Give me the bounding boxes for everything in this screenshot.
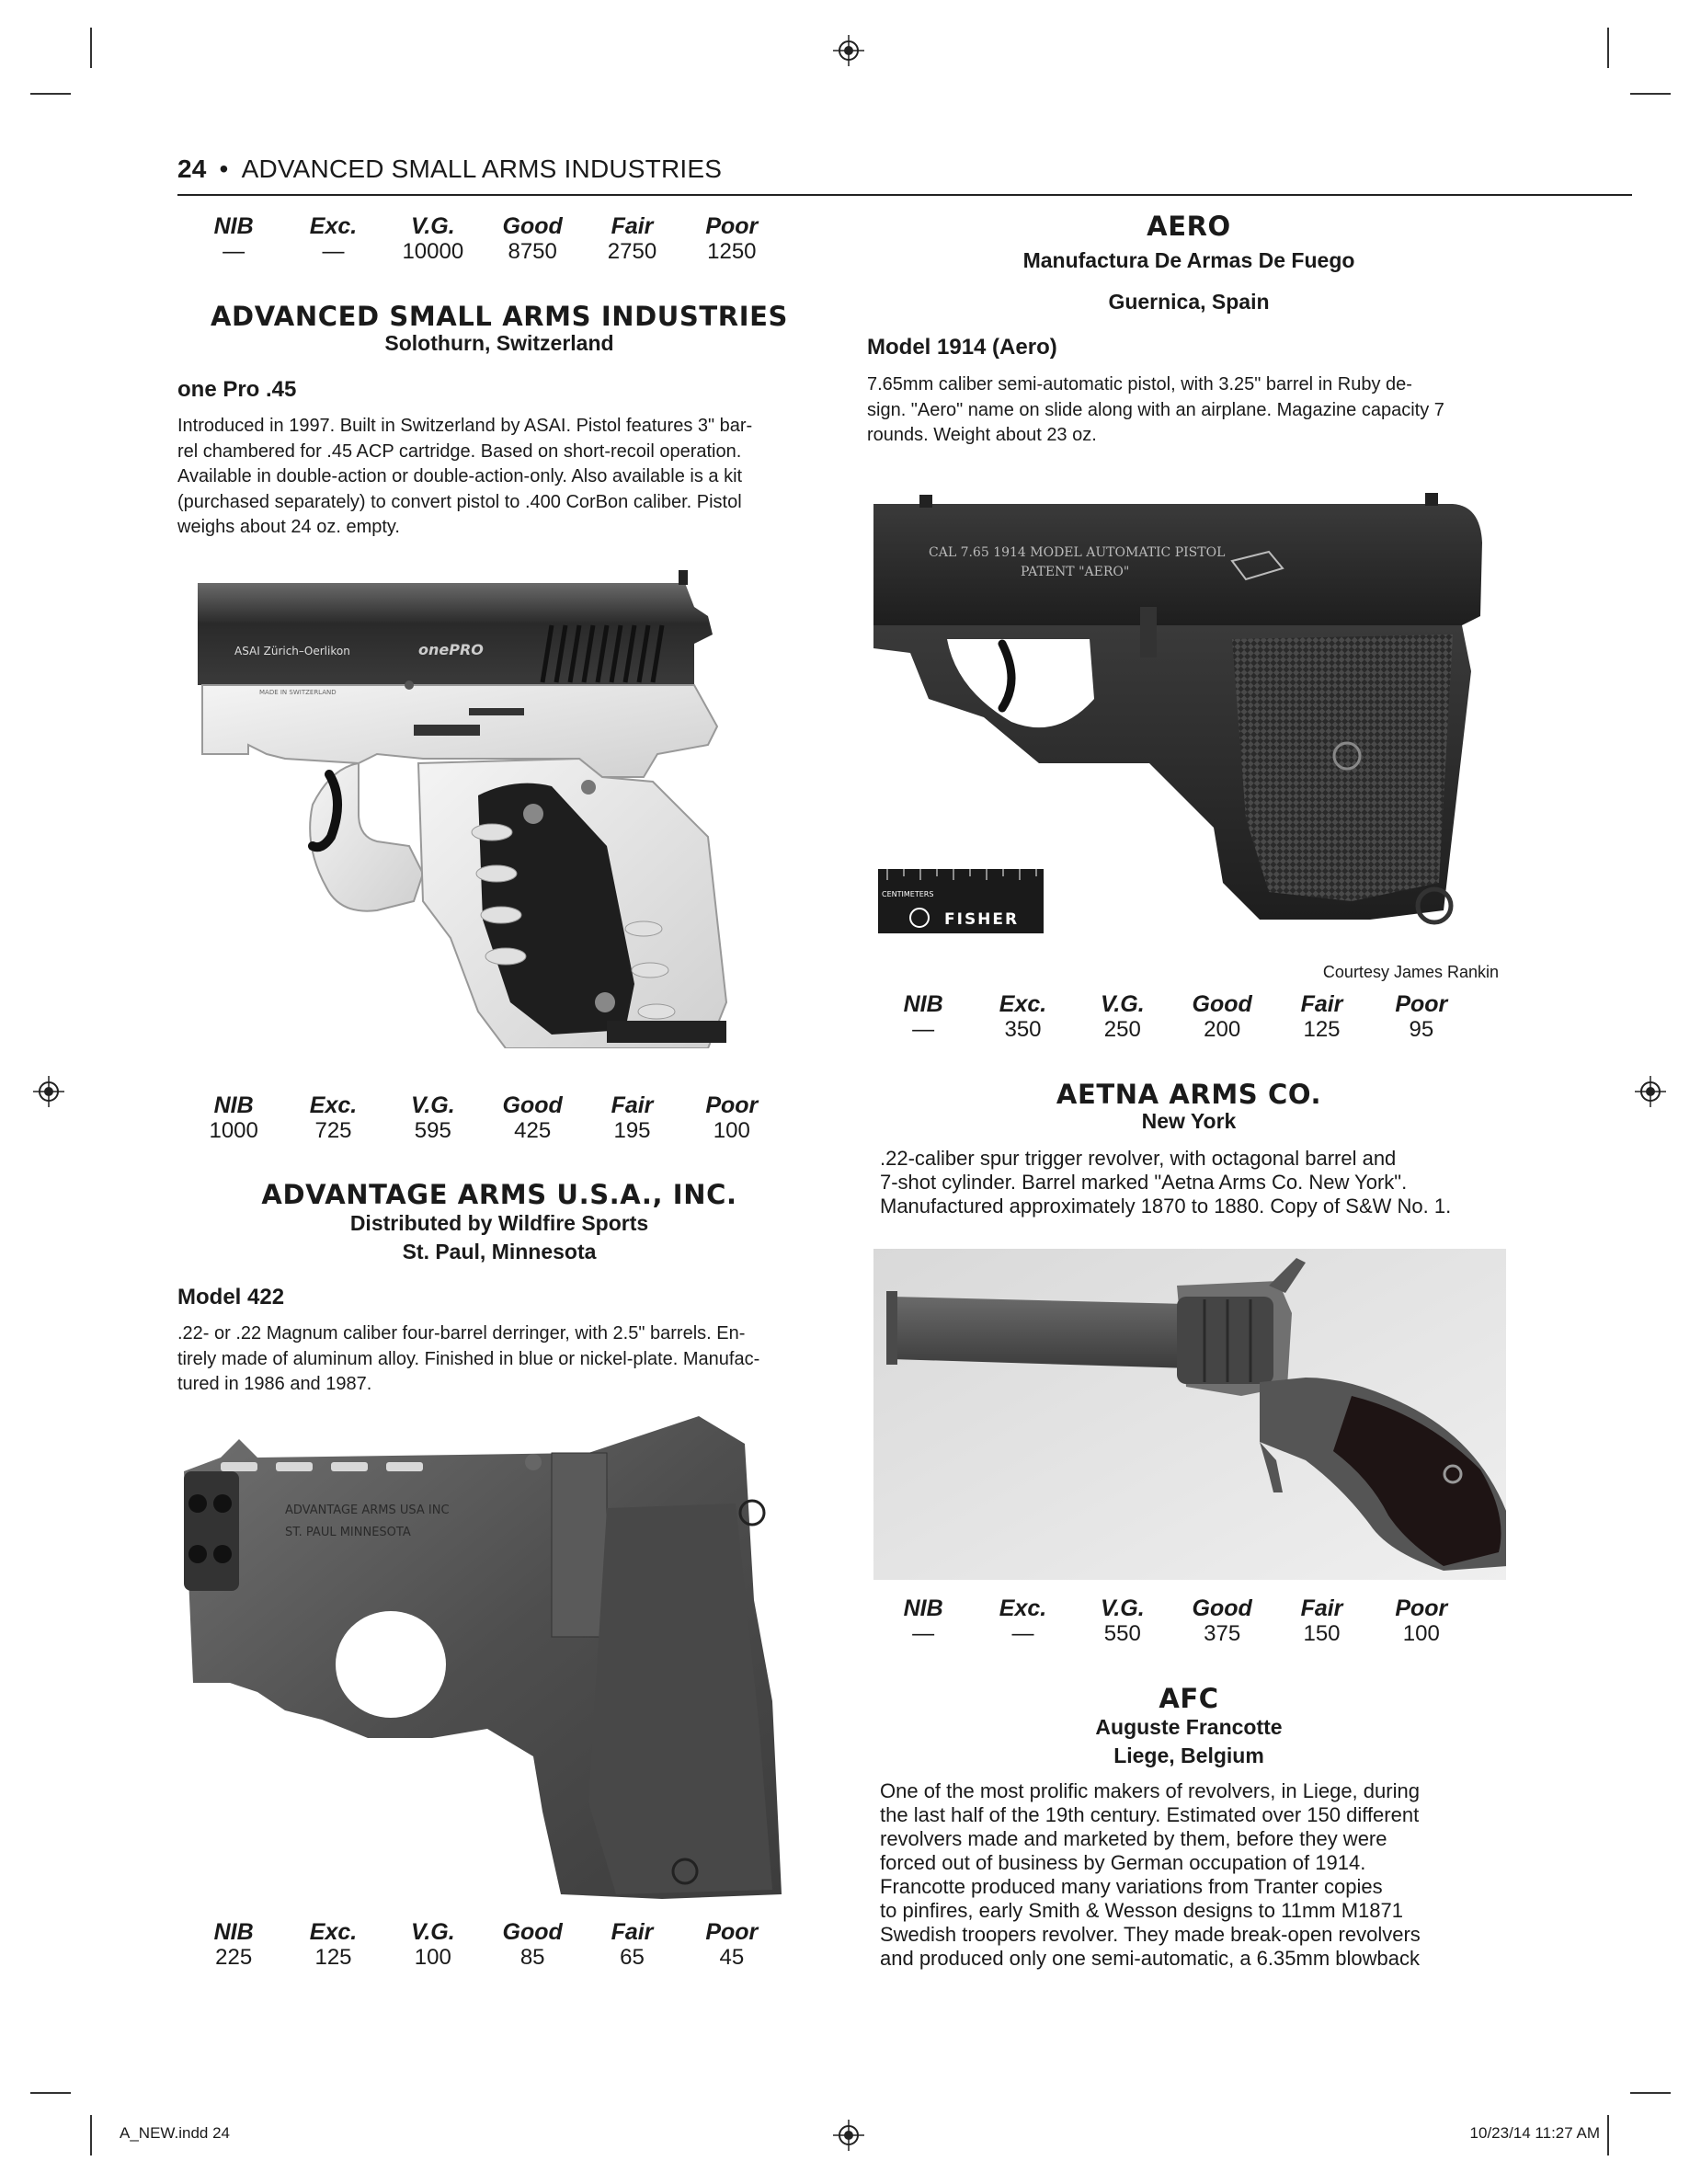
price-header: Poor bbox=[705, 1919, 759, 1945]
slide-engraving: CAL 7.65 1914 MODEL AUTOMATIC PISTOL bbox=[929, 545, 1226, 560]
slug-file: A_NEW.indd 24 bbox=[120, 2124, 231, 2142]
maker-heading-aetna bbox=[867, 1080, 1511, 1133]
maker-description bbox=[880, 1779, 1514, 1971]
maker-location: Liege, Belgium bbox=[1113, 1744, 1264, 1767]
maker-heading-aero bbox=[867, 212, 1511, 316]
price-value: — bbox=[1011, 1621, 1034, 1646]
price-header: Good bbox=[502, 213, 563, 239]
maker-name: AERO bbox=[1147, 211, 1231, 242]
desc-line: weighs about 24 oz. empty. bbox=[177, 517, 400, 537]
maker-location: St. Paul, Minnesota bbox=[402, 1240, 597, 1264]
price-header: Exc. bbox=[309, 1092, 358, 1118]
price-table bbox=[184, 1092, 782, 1144]
desc-line: (purchased separately) to convert pistol to .400 CorBon caliber. Pistol bbox=[177, 491, 742, 512]
price-header: Good bbox=[1192, 1595, 1252, 1621]
derringer-photo-advantage bbox=[184, 1416, 818, 1904]
price-value: 200 bbox=[1204, 1017, 1241, 1042]
price-value: — bbox=[912, 1017, 935, 1042]
registration-mark-icon bbox=[833, 35, 864, 66]
price-value: 45 bbox=[719, 1945, 745, 1970]
desc-line: rounds. Weight about 23 oz. bbox=[867, 425, 1097, 445]
slide-engraving: ASAI Zürich–Oerlikon bbox=[234, 645, 350, 657]
price-header: Fair bbox=[1300, 991, 1343, 1017]
maker-company: Manufactura De Armas De Fuego bbox=[1022, 248, 1355, 272]
desc-line: tirely made of aluminum alloy. Finished in blue or nickel-plate. Manufac- bbox=[177, 1348, 760, 1369]
price-header: NIB bbox=[903, 991, 943, 1017]
price-value: 425 bbox=[514, 1118, 552, 1143]
maker-name: AETNA ARMS CO. bbox=[1056, 1079, 1322, 1110]
slide-engraving: PATENT "AERO" bbox=[1021, 565, 1130, 579]
derringer-engraving: ADVANTAGE ARMS USA INC bbox=[285, 1504, 450, 1517]
price-header: Exc. bbox=[999, 991, 1047, 1017]
model-title: one Pro .45 bbox=[177, 377, 297, 402]
registration-mark-icon bbox=[833, 2120, 864, 2151]
desc-line: 7-shot cylinder. Barrel marked "Aetna Arms Co. New York". bbox=[880, 1171, 1408, 1194]
price-value: 85 bbox=[519, 1945, 545, 1970]
price-header: Fair bbox=[611, 1092, 654, 1118]
price-value: 725 bbox=[314, 1118, 352, 1143]
desc-line: .22- or .22 Magnum caliber four-barrel derringer, with 2.5" barrels. En- bbox=[177, 1323, 746, 1344]
registration-mark-icon bbox=[1635, 1076, 1666, 1107]
running-head bbox=[177, 154, 722, 184]
model-title: Model 422 bbox=[177, 1285, 285, 1309]
maker-location: Solothurn, Switzerland bbox=[384, 331, 614, 355]
crop-mark bbox=[1630, 93, 1671, 95]
maker-location: New York bbox=[1141, 1109, 1237, 1133]
price-value: 100 bbox=[713, 1118, 750, 1143]
price-value: 195 bbox=[613, 1118, 651, 1143]
scale-ruler bbox=[878, 869, 1044, 933]
price-header: Exc. bbox=[309, 1919, 358, 1945]
crop-mark bbox=[1630, 2092, 1671, 2094]
price-header: Poor bbox=[1395, 1595, 1448, 1621]
maker-distributor: Distributed by Wildfire Sports bbox=[349, 1211, 649, 1235]
photo-credit: Courtesy James Rankin bbox=[1322, 963, 1499, 981]
price-value: 1000 bbox=[209, 1118, 258, 1143]
price-table bbox=[184, 1919, 782, 1971]
desc-line: sign. "Aero" name on slide along with an airplane. Magazine capacity 7 bbox=[867, 399, 1444, 420]
price-header: Fair bbox=[1300, 1595, 1343, 1621]
desc-line: and produced only one semi-automatic, a 6.35mm blowback bbox=[880, 1947, 1420, 1970]
revolver-photo-aetna bbox=[873, 1249, 1506, 1580]
running-title: ADVANCED SMALL ARMS INDUSTRIES bbox=[241, 154, 723, 183]
maker-name: ADVANCED SMALL ARMS INDUSTRIES bbox=[211, 301, 788, 332]
price-header: Poor bbox=[705, 1092, 759, 1118]
price-header: V.G. bbox=[1100, 1595, 1145, 1621]
desc-line: Manufactured approximately 1870 to 1880. Copy of S&W No. 1. bbox=[880, 1195, 1452, 1218]
price-header: V.G. bbox=[410, 213, 455, 239]
price-value: — bbox=[223, 239, 245, 264]
price-value: 10000 bbox=[402, 239, 464, 264]
pistol-photo-asai bbox=[193, 570, 818, 1048]
crop-mark bbox=[1607, 2115, 1609, 2155]
maker-heading-asai bbox=[177, 302, 821, 355]
registration-mark-icon bbox=[33, 1076, 64, 1107]
desc-line: .22-caliber spur trigger revolver, with octagonal barrel and bbox=[880, 1147, 1397, 1170]
scale-brand: FISHER bbox=[944, 910, 1020, 929]
model-description bbox=[177, 414, 821, 541]
desc-line: rel chambered for .45 ACP cartridge. Based on short-recoil operation. bbox=[177, 440, 742, 462]
scale-label: CENTIMETERS bbox=[882, 890, 934, 898]
price-value: 375 bbox=[1204, 1621, 1241, 1646]
model-title: Model 1914 (Aero) bbox=[867, 335, 1057, 360]
price-header: NIB bbox=[213, 1919, 254, 1945]
page-number: 24 bbox=[177, 154, 207, 183]
price-header: Good bbox=[502, 1092, 563, 1118]
price-value: 95 bbox=[1409, 1017, 1434, 1042]
desc-line: tured in 1986 and 1987. bbox=[177, 1374, 372, 1394]
price-table bbox=[873, 991, 1471, 1043]
price-value: — bbox=[912, 1621, 935, 1646]
price-value: 8750 bbox=[508, 239, 557, 264]
price-header: Exc. bbox=[999, 1595, 1047, 1621]
price-header: Fair bbox=[611, 1919, 654, 1945]
desc-line: the last half of the 19th century. Estimated over 150 different bbox=[880, 1803, 1420, 1826]
price-header: V.G. bbox=[410, 1919, 455, 1945]
price-header: V.G. bbox=[1100, 991, 1145, 1017]
price-header: NIB bbox=[903, 1595, 943, 1621]
desc-line: One of the most prolific makers of revolvers, in Liege, during bbox=[880, 1779, 1420, 1802]
maker-heading-afc bbox=[867, 1684, 1511, 1770]
price-value: 125 bbox=[1303, 1017, 1341, 1042]
price-header: Exc. bbox=[309, 213, 358, 239]
desc-line: to pinfires, early Smith & Wesson designs to 11mm M1871 bbox=[880, 1899, 1403, 1922]
price-value: — bbox=[322, 239, 345, 264]
price-header: NIB bbox=[213, 1092, 254, 1118]
price-value: 150 bbox=[1303, 1621, 1341, 1646]
price-value: 595 bbox=[414, 1118, 451, 1143]
maker-company: Auguste Francotte bbox=[1095, 1715, 1283, 1739]
maker-location: Guernica, Spain bbox=[1108, 290, 1270, 314]
crop-mark bbox=[1607, 28, 1609, 68]
price-header: Fair bbox=[611, 213, 654, 239]
model-description bbox=[177, 1321, 821, 1398]
price-value: 250 bbox=[1103, 1017, 1141, 1042]
price-header: Good bbox=[1192, 991, 1252, 1017]
price-table bbox=[184, 213, 782, 265]
price-value: 100 bbox=[1402, 1621, 1440, 1646]
desc-line: 7.65mm caliber semi-automatic pistol, with 3.25" barrel in Ruby de- bbox=[867, 374, 1412, 394]
price-value: 100 bbox=[414, 1945, 451, 1970]
price-header: Poor bbox=[705, 213, 759, 239]
slide-logo: onePRO bbox=[418, 641, 484, 658]
price-header: V.G. bbox=[410, 1092, 455, 1118]
desc-line: forced out of business by German occupation of 1914. bbox=[880, 1851, 1366, 1874]
price-value: 1250 bbox=[707, 239, 757, 264]
price-value: 550 bbox=[1103, 1621, 1141, 1646]
price-value: 225 bbox=[215, 1945, 253, 1970]
price-table bbox=[873, 1595, 1471, 1647]
maker-name: AFC bbox=[1159, 1683, 1219, 1714]
model-description bbox=[867, 372, 1511, 449]
price-header: NIB bbox=[213, 213, 254, 239]
desc-line: Available in double-action or double-action-only. Also available is a kit bbox=[177, 466, 743, 486]
bullet: • bbox=[219, 154, 229, 183]
derringer-engraving: ST. PAUL MINNESOTA bbox=[285, 1526, 411, 1539]
desc-line: Francotte produced many variations from Tranter copies bbox=[880, 1875, 1383, 1898]
price-value: 2750 bbox=[607, 239, 657, 264]
price-value: 125 bbox=[314, 1945, 352, 1970]
slug-date: 10/23/14 11:27 AM bbox=[1469, 2124, 1600, 2142]
price-header: Good bbox=[502, 1919, 563, 1945]
desc-line: revolvers made and marketed by them, before they were bbox=[880, 1827, 1387, 1850]
crop-mark bbox=[30, 2092, 71, 2094]
header-rule bbox=[177, 194, 1632, 196]
crop-mark bbox=[90, 2115, 92, 2155]
frame-engraving: MADE IN SWITZERLAND bbox=[259, 689, 337, 696]
crop-mark bbox=[30, 93, 71, 95]
maker-heading-advantage bbox=[177, 1180, 821, 1266]
model-description bbox=[880, 1147, 1514, 1218]
crop-mark bbox=[90, 28, 92, 68]
price-value: 65 bbox=[620, 1945, 645, 1970]
maker-name: ADVANTAGE ARMS U.S.A., INC. bbox=[261, 1179, 737, 1210]
desc-line: Introduced in 1997. Built in Switzerland by ASAI. Pistol features 3" bar- bbox=[177, 416, 753, 436]
desc-line: Swedish troopers revolver. They made break-open revolvers bbox=[880, 1923, 1421, 1946]
price-header: Poor bbox=[1395, 991, 1448, 1017]
price-value: 350 bbox=[1004, 1017, 1042, 1042]
